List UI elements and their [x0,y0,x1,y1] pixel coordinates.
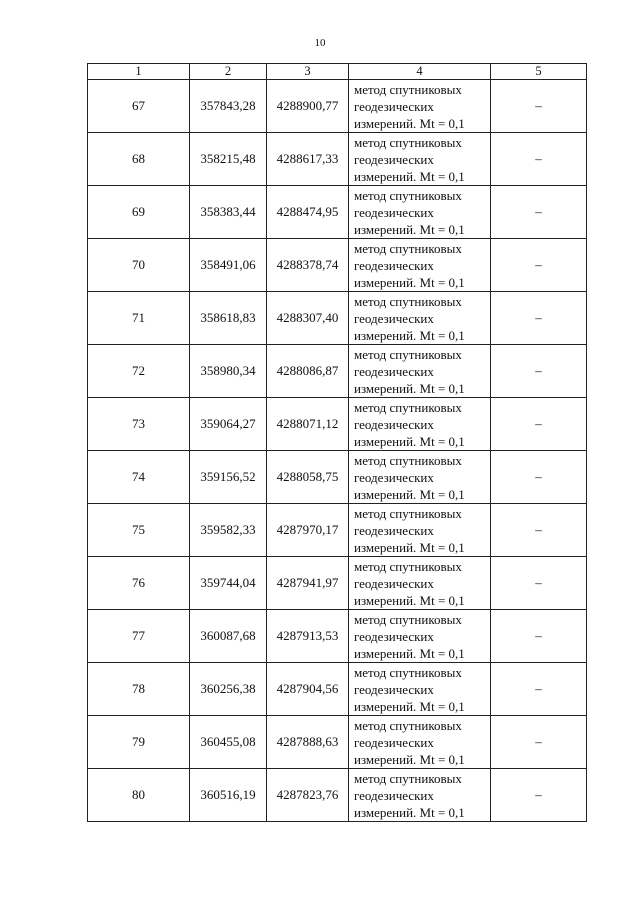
method-line-2: геодезических [354,787,434,803]
method-line-2: геодезических [354,681,434,697]
coordinate-x: 358215,48 [190,133,267,186]
coordinate-y: 4288474,95 [267,186,349,239]
coordinate-y: 4288071,12 [267,398,349,451]
method-description [349,716,491,769]
table-header [88,64,587,80]
point-number: 69 [88,186,190,239]
coordinate-y: 4287970,17 [267,504,349,557]
note: – [491,186,587,239]
method-line-1: метод спутниковых [354,452,462,468]
table-row [88,557,587,610]
method-description [349,398,491,451]
method-line-1: метод спутниковых [354,664,462,680]
method-line-1: метод спутниковых [354,346,462,362]
method-line-3: измерений. Mt = 0,1 [354,645,465,661]
point-number: 71 [88,292,190,345]
table-body [88,80,587,822]
method-line-3: измерений. Mt = 0,1 [354,698,465,714]
table-row [88,398,587,451]
header-col-5: 5 [491,64,587,80]
method-line-3: измерений. Mt = 0,1 [354,168,465,184]
table-row [88,769,587,822]
coordinate-x: 359744,04 [190,557,267,610]
note: – [491,239,587,292]
method-description [349,663,491,716]
method-line-2: геодезических [354,204,434,220]
coordinate-y: 4288378,74 [267,239,349,292]
header-col-4: 4 [349,64,491,80]
method-description [349,239,491,292]
point-number: 67 [88,80,190,133]
coordinate-x: 358980,34 [190,345,267,398]
coordinate-y: 4287823,76 [267,769,349,822]
method-line-3: измерений. Mt = 0,1 [354,592,465,608]
coordinate-x: 360455,08 [190,716,267,769]
method-line-1: метод спутниковых [354,611,462,627]
coordinate-x: 360087,68 [190,610,267,663]
method-line-3: измерений. Mt = 0,1 [354,274,465,290]
method-description [349,186,491,239]
method-line-3: измерений. Mt = 0,1 [354,751,465,767]
note: – [491,663,587,716]
table-row [88,451,587,504]
method-line-2: геодезических [354,734,434,750]
method-description [349,133,491,186]
point-number: 73 [88,398,190,451]
coordinate-x: 358491,06 [190,239,267,292]
note: – [491,504,587,557]
note: – [491,557,587,610]
point-number: 74 [88,451,190,504]
coordinate-x: 360516,19 [190,769,267,822]
header-col-1: 1 [88,64,190,80]
note: – [491,292,587,345]
method-line-1: метод спутниковых [354,81,462,97]
page-number: 10 [314,37,326,49]
method-line-2: геодезических [354,151,434,167]
coordinate-y: 4288617,33 [267,133,349,186]
method-description [349,610,491,663]
method-line-1: метод спутниковых [354,558,462,574]
note: – [491,610,587,663]
coordinates-table [87,63,587,822]
table-row [88,239,587,292]
method-line-1: метод спутниковых [354,505,462,521]
point-number: 72 [88,345,190,398]
header-col-2: 2 [190,64,267,80]
point-number: 77 [88,610,190,663]
point-number: 68 [88,133,190,186]
table-row [88,80,587,133]
method-line-1: метод спутниковых [354,399,462,415]
method-line-3: измерений. Mt = 0,1 [354,327,465,343]
table-row [88,133,587,186]
table-row [88,504,587,557]
coordinate-x: 359156,52 [190,451,267,504]
coordinate-y: 4288900,77 [267,80,349,133]
note: – [491,80,587,133]
method-line-2: геодезических [354,257,434,273]
point-number: 75 [88,504,190,557]
method-line-1: метод спутниковых [354,134,462,150]
coordinate-x: 357843,28 [190,80,267,133]
point-number: 80 [88,769,190,822]
method-line-3: измерений. Mt = 0,1 [354,221,465,237]
method-description [349,769,491,822]
method-line-2: геодезических [354,575,434,591]
table-row [88,716,587,769]
method-line-3: измерений. Mt = 0,1 [354,486,465,502]
method-line-2: геодезических [354,363,434,379]
coordinate-x: 359064,27 [190,398,267,451]
method-description [349,292,491,345]
method-line-2: геодезических [354,628,434,644]
note: – [491,133,587,186]
coordinate-y: 4287888,63 [267,716,349,769]
method-line-2: геодезических [354,310,434,326]
coordinate-y: 4287941,97 [267,557,349,610]
point-number: 79 [88,716,190,769]
method-line-1: метод спутниковых [354,717,462,733]
method-description [349,451,491,504]
coordinate-x: 360256,38 [190,663,267,716]
header-row [88,64,587,80]
note: – [491,398,587,451]
table-row [88,186,587,239]
method-description [349,80,491,133]
note: – [491,716,587,769]
method-description [349,504,491,557]
table-row [88,663,587,716]
method-description [349,345,491,398]
method-line-3: измерений. Mt = 0,1 [354,115,465,131]
method-line-2: геодезических [354,469,434,485]
coordinate-y: 4288307,40 [267,292,349,345]
point-number: 70 [88,239,190,292]
header-col-3: 3 [267,64,349,80]
method-line-3: измерений. Mt = 0,1 [354,539,465,555]
method-line-1: метод спутниковых [354,187,462,203]
coordinate-x: 358618,83 [190,292,267,345]
table-row [88,610,587,663]
method-line-3: измерений. Mt = 0,1 [354,804,465,820]
coordinate-x: 359582,33 [190,504,267,557]
coordinate-y: 4288058,75 [267,451,349,504]
method-line-2: геодезических [354,522,434,538]
note: – [491,451,587,504]
method-line-3: измерений. Mt = 0,1 [354,380,465,396]
method-line-3: измерений. Mt = 0,1 [354,433,465,449]
note: – [491,769,587,822]
point-number: 78 [88,663,190,716]
method-line-2: геодезических [354,416,434,432]
coordinate-y: 4287904,56 [267,663,349,716]
method-line-1: метод спутниковых [354,240,462,256]
coordinate-y: 4288086,87 [267,345,349,398]
coordinate-y: 4287913,53 [267,610,349,663]
method-line-1: метод спутниковых [354,770,462,786]
table-row [88,292,587,345]
note: – [491,345,587,398]
method-description [349,557,491,610]
method-line-2: геодезических [354,98,434,114]
point-number: 76 [88,557,190,610]
method-line-1: метод спутниковых [354,293,462,309]
table-row [88,345,587,398]
coordinate-x: 358383,44 [190,186,267,239]
